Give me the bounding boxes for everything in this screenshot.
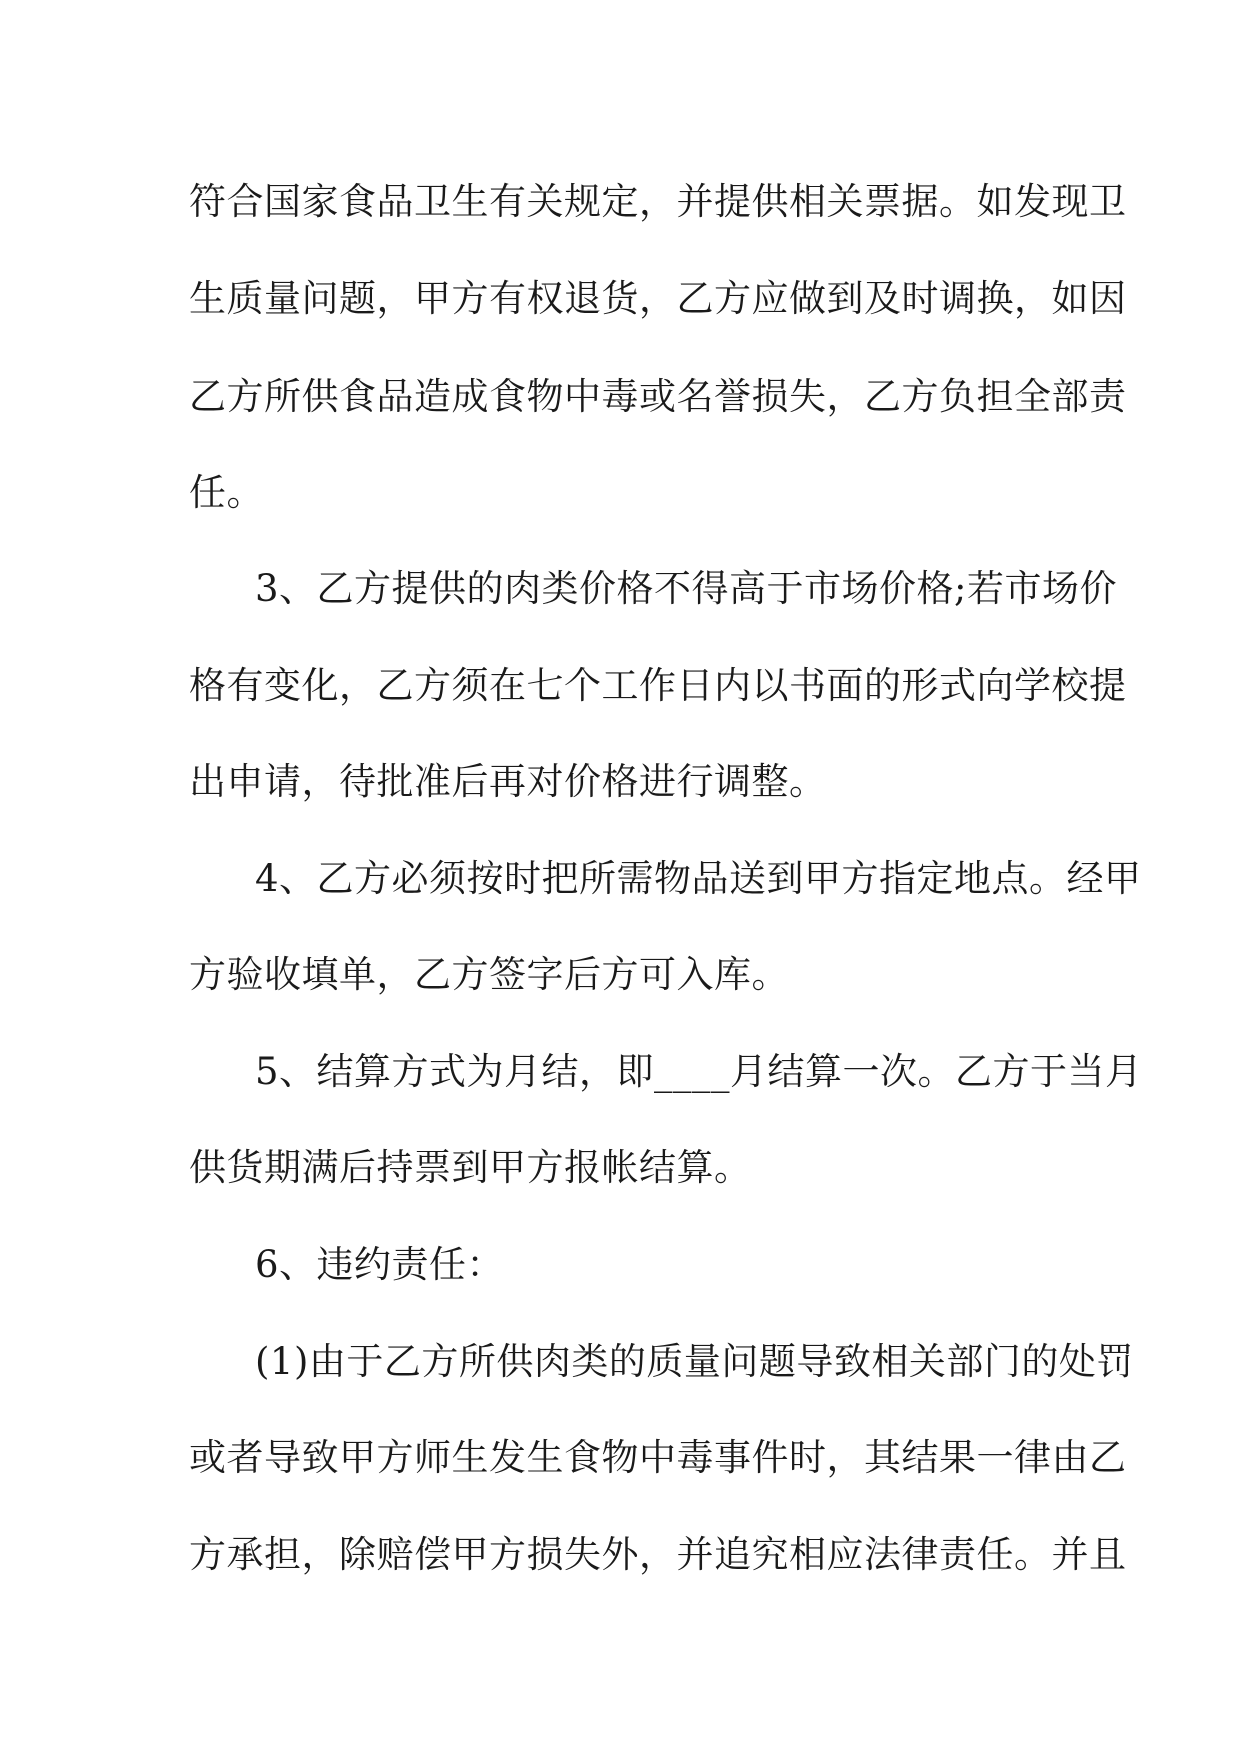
text-line-indented: (1)由于乙方所供肉类的质量问题导致相关部门的处罚: [255, 1340, 1134, 1383]
text-line: 格有变化，乙方须在七个工作日内以书面的形式向学校提: [189, 664, 1127, 707]
text-line-indented: 5、结算方式为月结，即____月结算一次。乙方于当月: [255, 1050, 1143, 1093]
text-line: 符合国家食品卫生有关规定，并提供相关票据。如发现卫: [189, 180, 1127, 223]
text-line: 供货期满后持票到甲方报帐结算。: [189, 1146, 752, 1189]
text-line: 方验收填单，乙方签字后方可入库。: [189, 953, 789, 996]
text-line: 生质量问题，甲方有权退货，乙方应做到及时调换，如因: [189, 277, 1127, 320]
text-line: 乙方所供食品造成食物中毒或名誉损失，乙方负担全部责: [189, 375, 1127, 418]
text-line: 方承担，除赔偿甲方损失外，并追究相应法律责任。并且: [189, 1533, 1127, 1576]
text-line: 出申请，待批准后再对价格进行调整。: [189, 760, 827, 803]
text-line-indented: 6、违约责任：: [255, 1243, 505, 1286]
text-line-indented: 4、乙方必须按时把所需物品送到甲方指定地点。经甲: [255, 857, 1142, 900]
text-line: 或者导致甲方师生发生食物中毒事件时，其结果一律由乙: [189, 1436, 1127, 1479]
text-line-indented: 3、乙方提供的肉类价格不得高于市场价格;若市场价: [255, 567, 1118, 610]
text-line: 任。: [189, 471, 264, 514]
